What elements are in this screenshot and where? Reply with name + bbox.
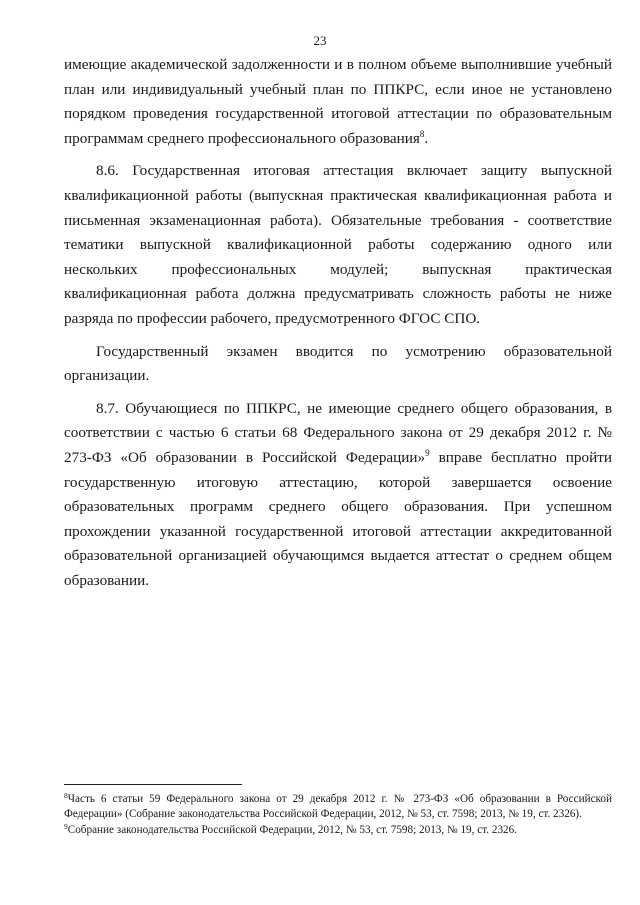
footnote-text: Часть 6 статьи 59 Федерального закона от 29 декабря 2012 г. № 273-ФЗ «Об образовании в Российской Федерации» (Собрание законодательства Российской Федерации, 2012, № 53, ст. 7598; 2013, № 19, ст. 2326). [64,793,612,821]
paragraph-text: 8.7. Обучающиеся по ППКРС, не имеющие среднего общего образования, в соответствии с частью 6 статьи 68 Федерального закона от 29 декабря 2012 г. № 273-ФЗ «Об образовании в Российской Федерации» [64,399,612,466]
footnote-mark: 9 [64,821,68,831]
paragraph-state-exam [64,340,612,365]
paragraph-8-6: 8.6. Государственная итоговая аттестация включает защиту выпускной квалификационной работы (выпускная практическая квалификационная работа и письменная экзаменационная работа). Обязательные требования - соответствие тематики выпускной квалификационной работы содержанию одного или нескольких профессиональных модулей; выпускная практическая квалификационная работа должна предусматривать сложность работы не ниже разряда по профессии рабочего, предусмотренного ФГОС СПО. [64,162,612,327]
paragraph-8-7 [64,397,612,594]
paragraph-continuation [64,53,612,151]
footnote-text: Собрание законодательства Российской Федерации, 2012, № 53, ст. 7598; 2013, № 19, ст. 2326. [67,823,518,836]
footnote-ref-9[interactable]: 9 [425,447,430,458]
paragraph-end: . [424,129,429,147]
paragraph-state-exam-line1: Государственный экзамен вводится по усмотрению образовательной [96,342,612,360]
footnote-9 [64,823,612,838]
footnotes [64,792,612,838]
footnote-separator [64,784,242,785]
footnote-ref-8[interactable]: 8 [419,128,425,139]
footnote-8 [64,792,612,823]
footnote-mark: 8 [64,791,68,800]
paragraph-state-exam-line2: организации. [64,367,150,385]
document-body [64,53,612,601]
paragraph-text: имеющие академической задолженности и в полном объеме выполнившие учебный план или индивидуальный учебный план по ППКРС, если иное не установлено порядком проведения государственной итоговой аттестации по образовательным программам среднего профессионального образования [64,56,612,147]
paragraph-text: вправе бесплатно пройти государственную итоговую аттестацию, которой завершается освоение образовательных программ среднего общего образования. При успешном прохождении указанной государственной итоговой аттестации аккредитованной образовательной организацией обучающимся выдается аттестат о среднем общем образовании. [64,448,612,589]
page-number: 23 [313,33,327,48]
